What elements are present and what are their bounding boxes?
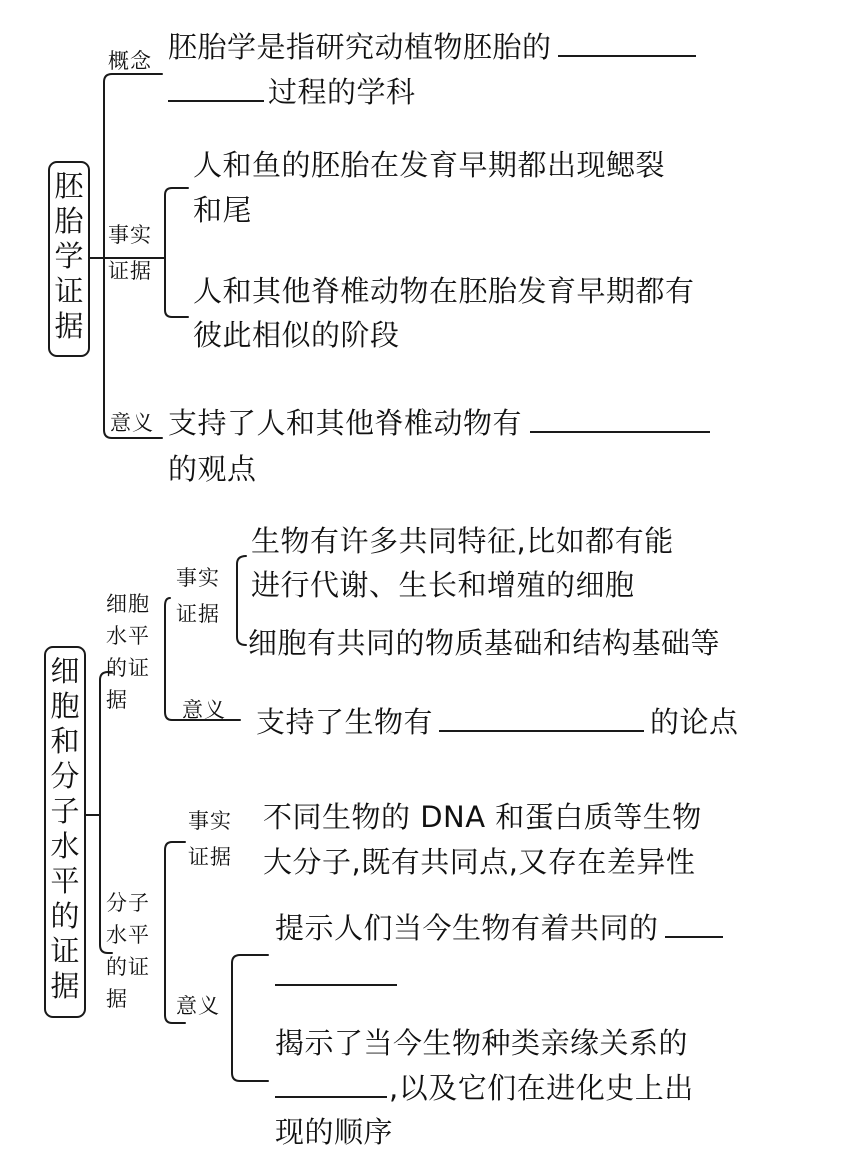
facts-label-line2: 证据 [108,259,152,283]
root-char: 子 [50,794,80,828]
root-char: 平 [50,864,80,898]
root-char: 胚 [54,169,84,203]
cell-facts-label [176,565,220,627]
cell-facts-bracket [237,556,246,645]
root-char: 分 [50,759,80,793]
cell-level-label-line: 据 [106,688,128,712]
molecular-level-label [106,887,150,1015]
cell-level-label-line: 水平 [106,624,150,648]
root-char: 胎 [54,204,84,238]
molecular-meaning2-line1: 揭示了当今生物种类亲缘关系的 [275,1026,689,1060]
root-char: 证 [54,274,84,308]
molecular-meaning2-line3: 现的顺序 [275,1115,394,1149]
cell-meaning-suffix: 的论点 [650,705,739,739]
facts-bracket [165,188,188,317]
answer-blank [168,74,264,102]
cell-fact2: 细胞有共同的物质基础和结构基础等 [248,626,721,660]
root-char: 胞 [50,689,80,723]
answer-blank [275,1070,387,1098]
cell-meaning-text [256,702,739,742]
molecular-fact-line2: 大分子,既有共同点,又存在差异性 [263,845,696,879]
cell-level-label [106,588,150,716]
answer-blank [275,958,397,986]
fact1-line2: 和尾 [193,193,253,227]
molecular-level-label-line: 的证 [106,955,150,979]
root-char: 和 [50,724,80,758]
molecular-facts-label-line2: 证据 [188,845,232,869]
molecular-meaning-label: 意义 [176,994,220,1018]
cell-level-label-line: 细胞 [106,592,150,616]
fact2-line2: 彼此相似的阶段 [193,318,400,352]
molecular-meaning1-line1 [275,908,723,948]
root-char: 的 [50,899,80,933]
molecular-meaning-bracket [232,955,268,1081]
root-char: 细 [50,654,80,688]
cell-facts-label-line1: 事实 [176,566,220,590]
fact1-line1: 人和鱼的胚胎在发育早期都出现鳃裂 [193,148,666,182]
concept-text-line1 [168,27,696,67]
meaning-line1 [168,403,710,443]
concept-text: 胚胎学是指研究动植物胚胎的 [168,30,552,64]
root-char: 学 [54,239,84,273]
cell-fact1-line1: 生物有许多共同特征,比如都有能 [251,524,674,558]
cell-level-label-line: 的证 [106,656,150,680]
cell-fact1-line2: 进行代谢、生长和增殖的细胞 [251,568,635,602]
molecular-meaning2-line2 [275,1068,694,1108]
molecular-level-label-line: 分子 [106,891,150,915]
root-char: 证 [50,934,80,968]
root-char: 据 [54,309,84,343]
answer-blank [558,29,696,57]
molecular-meaning1-line2 [275,956,397,996]
cell-meaning-prefix: 支持了生物有 [256,705,434,739]
molecular-facts-label-line1: 事实 [188,809,232,833]
root-char: 水 [50,829,80,863]
concept-text-suffix: 过程的学科 [268,75,416,109]
meaning-label: 意义 [110,411,154,435]
embryology-evidence-root [48,161,90,357]
concept-text-line2 [168,72,416,112]
answer-blank [439,704,644,732]
meaning-text: 支持了人和其他脊椎动物有 [168,406,523,440]
molecular-fact-line1: 不同生物的 DNA 和蛋白质等生物 [263,800,702,834]
answer-blank [665,910,723,938]
molecular-facts-label [188,808,232,870]
molecular-level-label-line: 据 [106,987,128,1011]
molecular-meaning2-suffix: ,以及它们在进化史上出 [389,1071,694,1105]
answer-blank [530,405,710,433]
concept-label: 概念 [108,49,152,73]
facts-label [108,222,152,284]
molecular-meaning1-text: 提示人们当今生物有着共同的 [275,911,659,945]
cell-facts-label-line2: 证据 [176,602,220,626]
cell-meaning-label: 意义 [182,698,226,722]
facts-label-line1: 事实 [108,223,152,247]
meaning-line2: 的观点 [168,452,257,486]
cell-molecular-evidence-root [44,646,86,1018]
fact2-line1: 人和其他脊椎动物在胚胎发育早期都有 [193,274,695,308]
root-char: 据 [50,969,80,1003]
molecular-level-label-line: 水平 [106,923,150,947]
